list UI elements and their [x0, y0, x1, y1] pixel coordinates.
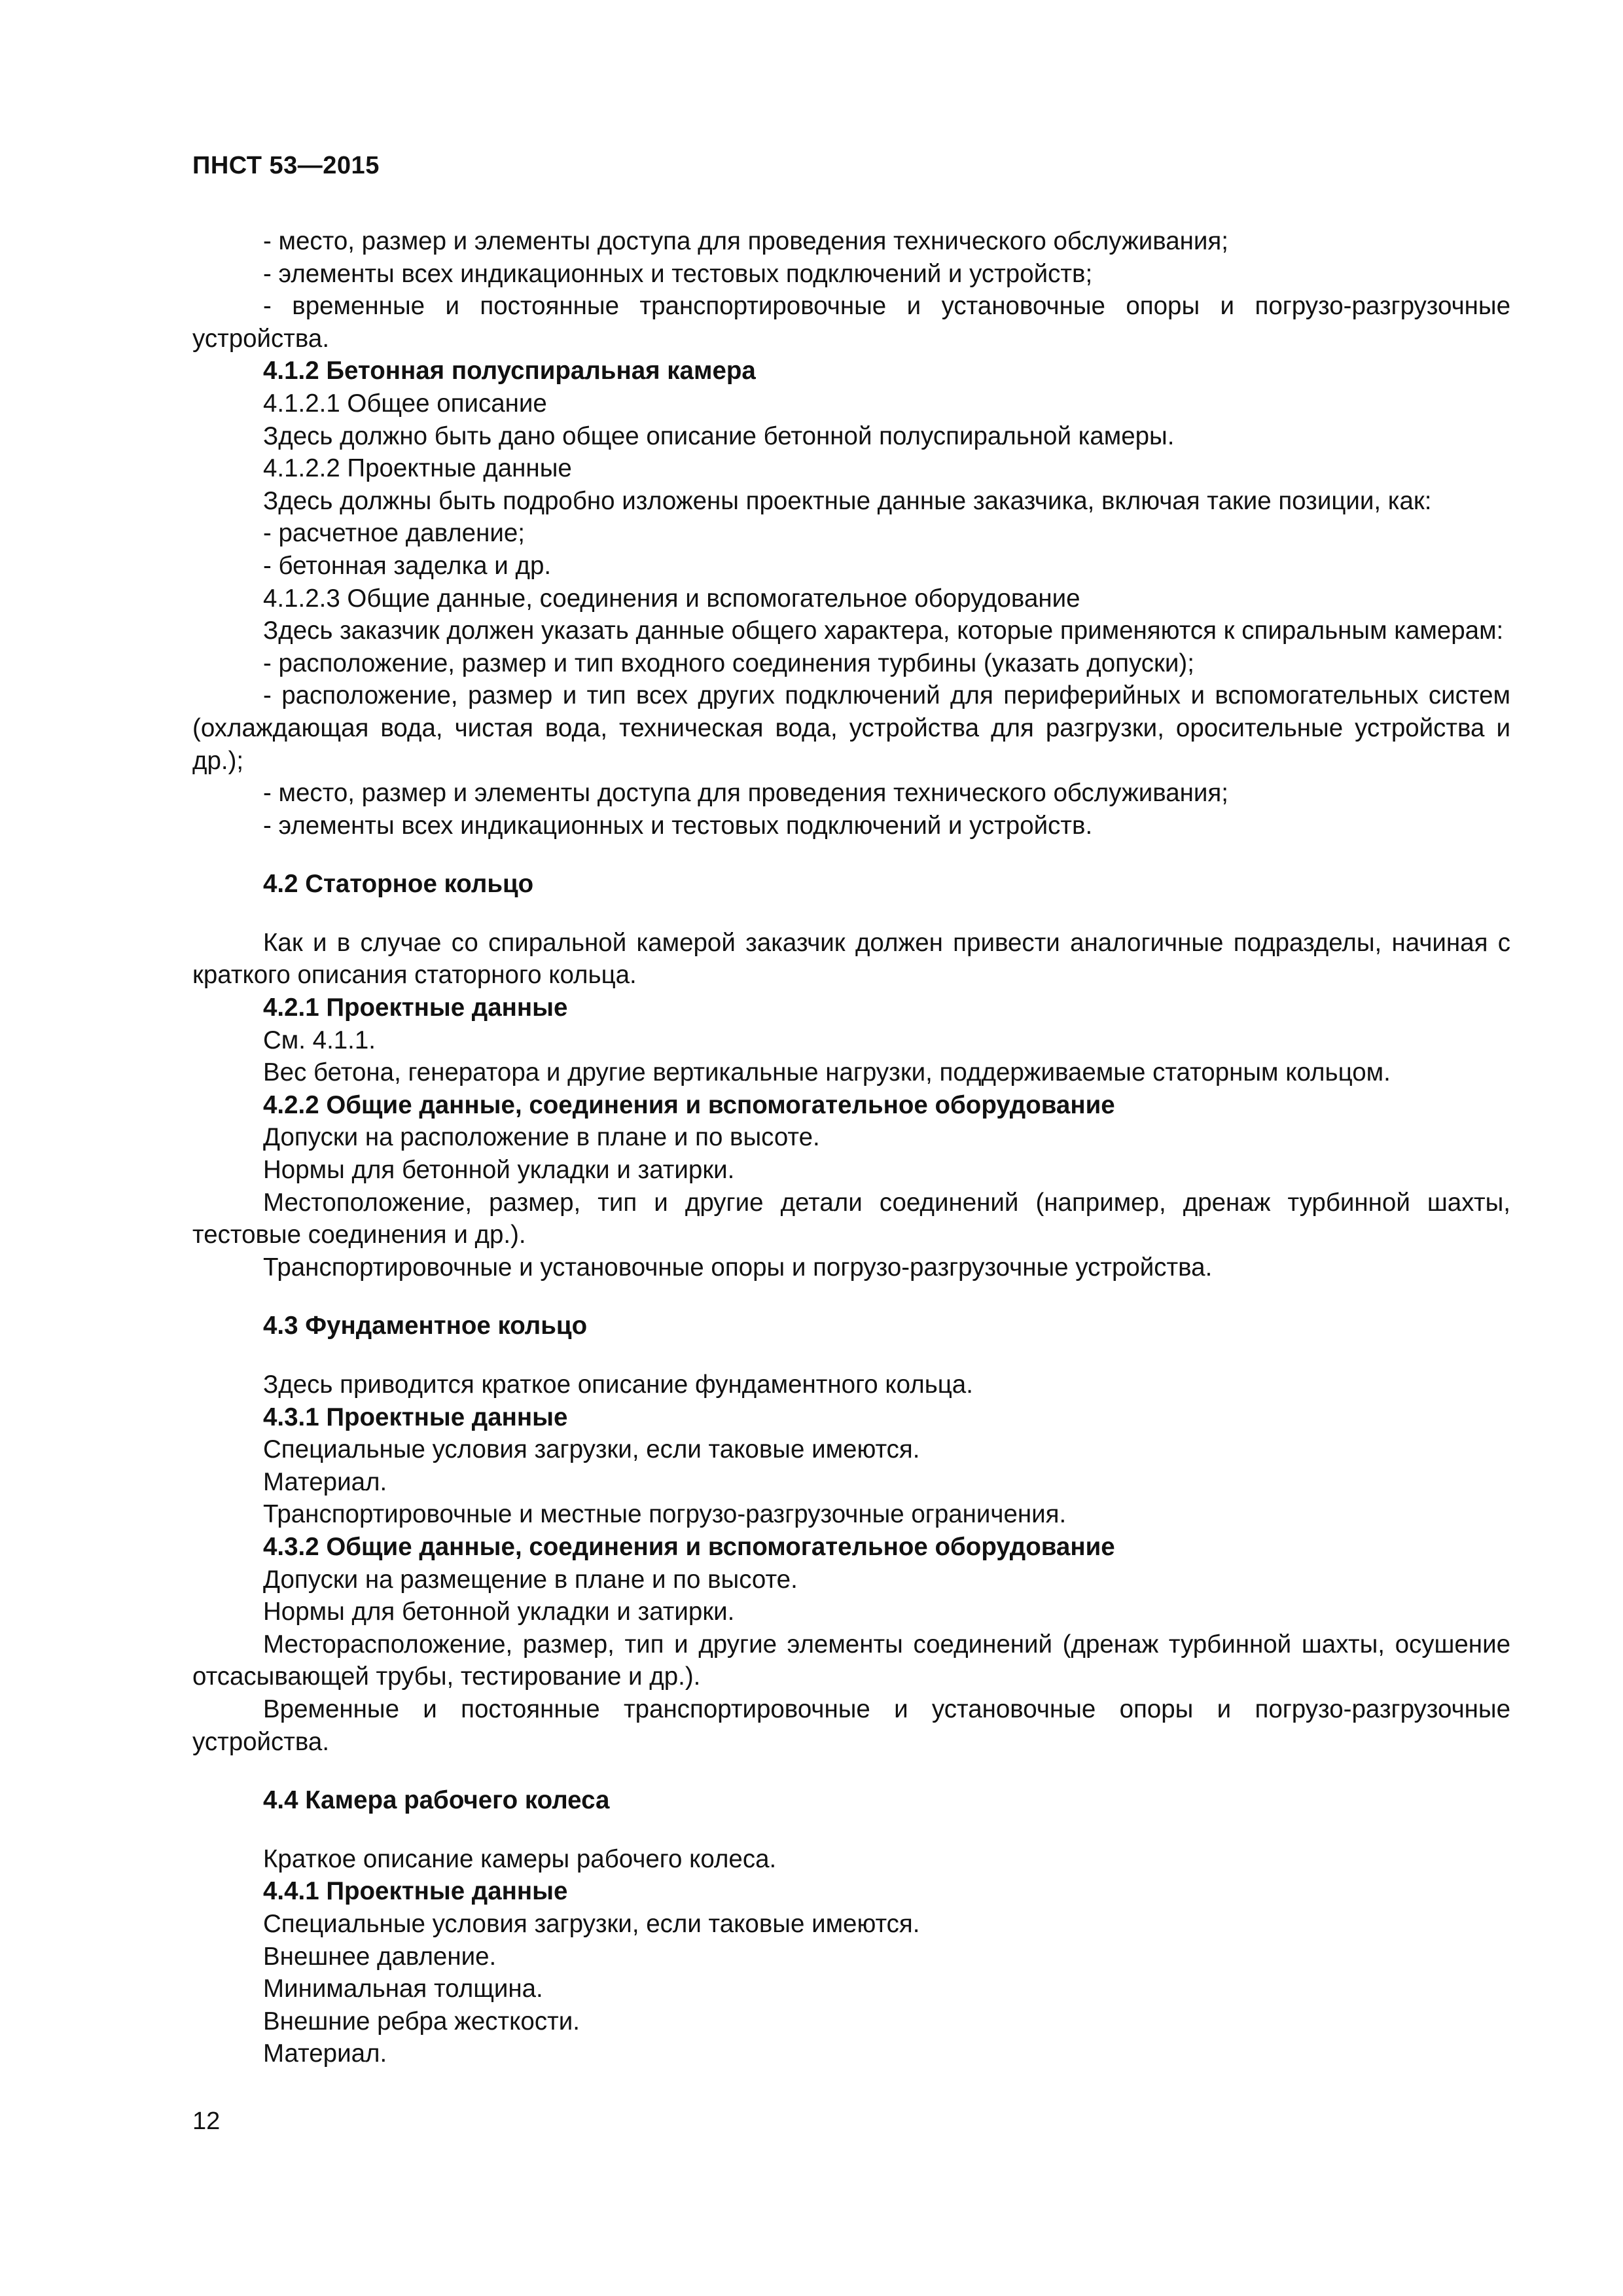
paragraph: Транспортировочные и местные погрузо-разгрузочные ограничения. — [263, 1500, 1067, 1529]
paragraph: - место, размер и элементы доступа для проведения технического обслуживания; — [263, 779, 1228, 808]
paragraph: Специальные условия загрузки, если таковые имеются. — [263, 1909, 920, 1938]
paragraph: 4.1.2.1 Общее описание — [263, 389, 547, 418]
paragraph: См. 4.1.1. — [263, 1026, 376, 1054]
paragraph: Местоположение, размер, тип и другие детали соединений (например, дренаж турбинной шахты, тестовые соединения и др.). — [192, 1188, 1510, 1249]
paragraph: - элементы всех индикационных и тестовых подключений и устройств; — [263, 259, 1093, 288]
paragraph: Допуски на расположение в плане и по высоте. — [263, 1123, 820, 1152]
subsection-heading: 4.3.1 Проектные данные — [263, 1403, 568, 1431]
subsection-heading: 4.2.2 Общие данные, соединения и вспомогательное оборудование — [263, 1090, 1115, 1119]
paragraph: Вес бетона, генератора и другие вертикальные нагрузки, поддерживаемые статорным кольцом. — [263, 1058, 1391, 1087]
paragraph: Материал. — [263, 2039, 387, 2068]
section-heading: 4.3 Фундаментное кольцо — [263, 1312, 588, 1340]
paragraph: Транспортировочные и установочные опоры и погрузо-разгрузочные устройства. — [263, 1253, 1213, 1282]
paragraph: Месторасположение, размер, тип и другие элементы соединений (дренаж турбинной шахты, осушение отсасывающей трубы, тестирование и др.). — [192, 1630, 1510, 1691]
document-body — [192, 225, 1510, 2070]
paragraph: - место, размер и элементы доступа для проведения технического обслуживания; — [263, 227, 1228, 255]
paragraph: - временные и постоянные транспортировочные и установочные опоры и погрузо-разгрузочные устройства. — [192, 292, 1510, 353]
paragraph: Здесь приводится краткое описание фундаментного кольца. — [263, 1371, 973, 1399]
paragraph: Временные и постоянные транспортировочные и установочные опоры и погрузо-разгрузочные устройства. — [192, 1695, 1510, 1756]
paragraph: Допуски на размещение в плане и по высоте. — [263, 1565, 798, 1594]
paragraph: - элементы всех индикационных и тестовых подключений и устройств. — [263, 811, 1093, 840]
paragraph: Минимальная толщина. — [263, 1975, 543, 2003]
section-heading: 4.4 Камера рабочего колеса — [263, 1786, 610, 1815]
section-heading: 4.2 Статорное кольцо — [263, 870, 534, 899]
paragraph: - расположение, размер и тип всех других подключений для периферийных и вспомогательных систем (охлаждающая вода, чистая вода, техническая вода, устройства для разгрузки, оросительные устройства и др.); — [192, 681, 1510, 775]
subsection-heading: 4.3.2 Общие данные, соединения и вспомогательное оборудование — [263, 1532, 1115, 1561]
document-code: ПНСТ 53—2015 — [192, 152, 380, 179]
paragraph: Материал. — [263, 1467, 387, 1496]
paragraph: Краткое описание камеры рабочего колеса. — [263, 1844, 777, 1873]
paragraph: Здесь заказчик должен указать данные общего характера, которые применяются к спиральным камерам: — [263, 617, 1504, 645]
paragraph: - расположение, размер и тип входного соединения турбины (указать допуски); — [263, 649, 1194, 677]
paragraph: - расчетное давление; — [263, 519, 525, 548]
paragraph: Здесь должно быть дано общее описание бетонной полуспиральной камеры. — [263, 422, 1175, 450]
paragraph: Нормы для бетонной укладки и затирки. — [263, 1156, 735, 1185]
paragraph: Специальные условия загрузки, если таковые имеются. — [263, 1435, 920, 1464]
subsection-heading: 4.2.1 Проектные данные — [263, 994, 568, 1022]
paragraph: 4.1.2.3 Общие данные, соединения и вспомогательное оборудование — [263, 584, 1080, 613]
paragraph: 4.1.2.2 Проектные данные — [263, 454, 572, 483]
paragraph: Внешние ребра жесткости. — [263, 2007, 580, 2036]
paragraph: Здесь должны быть подробно изложены проектные данные заказчика, включая такие позиции, как: — [263, 486, 1432, 515]
subsection-heading: 4.1.2 Бетонная полуспиральная камера — [263, 357, 756, 386]
subsection-heading: 4.4.1 Проектные данные — [263, 1877, 568, 1906]
paragraph: - бетонная заделка и др. — [263, 551, 552, 580]
paragraph: Нормы для бетонной укладки и затирки. — [263, 1598, 735, 1626]
paragraph: Как и в случае со спиральной камерой заказчик должен привести аналогичные подразделы, начиная с краткого описания статорного кольца. — [192, 928, 1510, 990]
page-number: 12 — [192, 2108, 221, 2135]
paragraph: Внешнее давление. — [263, 1942, 497, 1971]
